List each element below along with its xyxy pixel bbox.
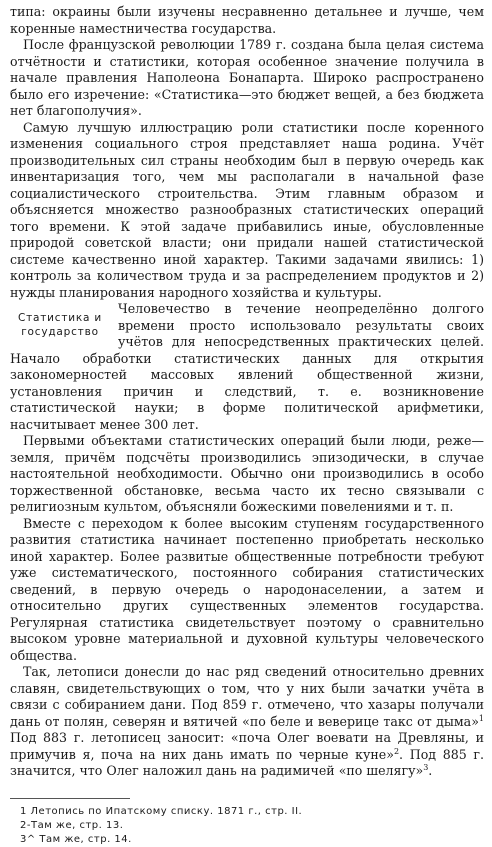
paragraph-continuation: типа: окраины были изучены несравненно детальнее и лучше, чем коренные наместничества государства. [10, 4, 484, 36]
footnote-3: 3^ Там же, стр. 14. [20, 833, 132, 845]
paragraph-first-objects: Первыми объектами статистических операций были люди, реже—земля, причём подсчёты производились эпизодически, в случае настоятельной необходимости. Обычно они производились в особо торжественной обстановке, весьма часто их тесно связывали с религиозным культом, объясняли божескими повелениями и т. п. [10, 433, 484, 514]
chronicles-text-b: Под 883 г. летописец заносит: «поча Олег воевати на Древляны, и примучив я, поча на них дань имать по черные куне» [10, 730, 484, 762]
marginal-section-title: Статистика и государство [17, 312, 103, 338]
chronicles-text-c: . Под 885 г. значится, что Олег наложил дань на радимичей «по шелягу» [10, 746, 484, 778]
footnote-mark-2[interactable]: 2 [393, 746, 400, 756]
footnote-mark-3[interactable]: 3 [423, 762, 429, 772]
footnote-1: 1 Летопись по Ипатскому списку. 1871 г., стр. II. [20, 805, 303, 817]
document-page [10, 4, 484, 847]
chronicles-text-d: . [428, 763, 433, 778]
footnotes-block [10, 805, 484, 846]
paragraph-humanity-records: Человечество в течение неопределённо долгого времени просто использовало результаты своих учётов для непосредственных практических целей. Начало обработки статистических данных для открытия закономерностей массовых явлений общественной жизни, установления причин и следствий, т. е. возникновение статистической науки; в форме политической арифметики, насчитывает менее 300 лет. [10, 301, 484, 432]
paragraph-higher-stages: Вместе с переходом к более высоким ступеням государственного развития статистика начинает постепенно приобретать несколько иной характер. Более развитые общественные потребности требуют уже систематического, постоянного собирания статистических сведений, в первую очередь о народонаселении, а затем и относительно других существенных элементов государства. Регулярная статистика свидетельствует поэтому о сравнительно высоком уровне материальной и духовной культуры человеческого общества. [10, 515, 484, 663]
chronicles-text-a: Так, летописи донесли до нас ряд сведений относительно древних славян, свидетельствующих о том, что у них были зачатки учёта в связи с собиранием дани. Под 859 г. отмечено, что хазары получали дань от полян, северян и вятичей «по беле и веверице такс от дыма» [10, 664, 484, 729]
paragraph-chronicles [10, 664, 484, 780]
paragraph-french-revolution: После французской революции 1789 г. создана была целая система отчётности и статистики, которая особенное значение получила в начале правления Наполеона Бонапарта. Широко распространено было его изречение: «Статистика—это бюджет вещей, а без бюджета нет благополучия». [10, 37, 484, 118]
footnote-2: 2-Там же, стр. 13. [20, 819, 124, 831]
footnote-mark-1[interactable]: 1 [478, 713, 484, 723]
paragraph-soviet-statistics: Самую лучшую иллюстрацию роли статистики после коренного изменения социального строя представляет наша родина. Учёт производительных сил страны необходим был в первую очередь как инвентаризация того, чем мы располагали в начальной фазе социалистического строительства. Этим главным образом и объясняется множество разнообразных статистических операций того времени. К этой задаче прибавились иные, обусловленные природой советской власти; они придали нашей статистической системе качественно иной характер. Такими задачами явились: 1) контроль за количеством труда и за распределением продуктов и 2) нужды планирования народного хозяйства и культуры. [10, 119, 484, 300]
section-statistics-and-state [10, 301, 484, 433]
footnote-divider [10, 798, 130, 799]
